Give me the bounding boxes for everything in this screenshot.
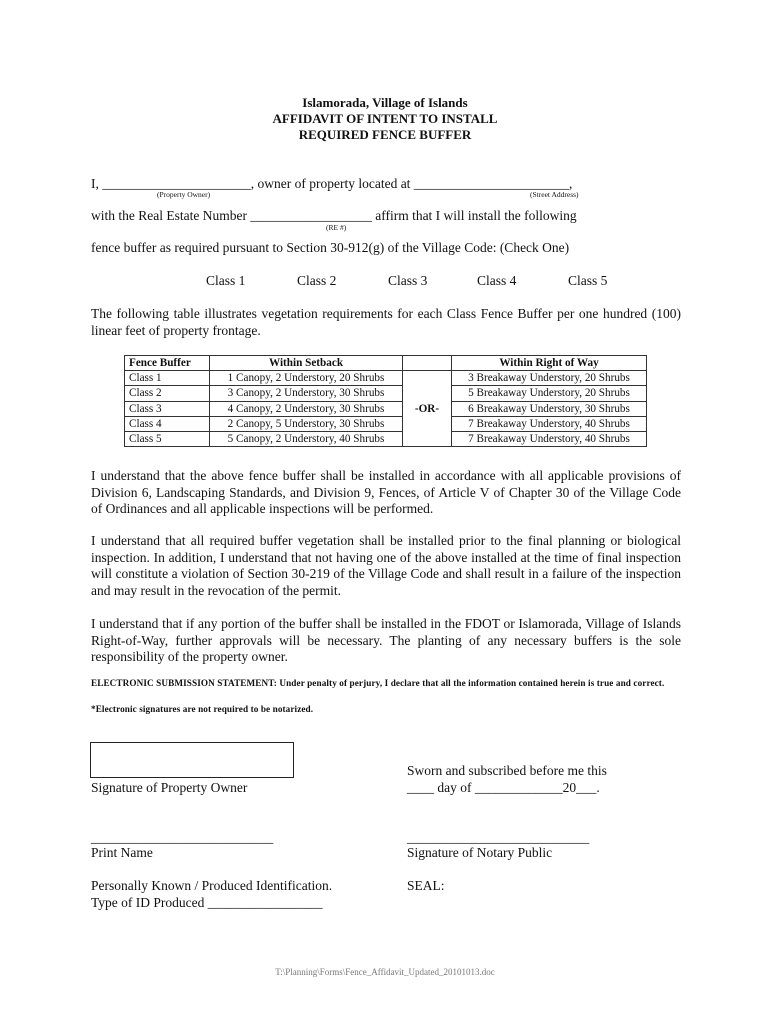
personally-known-line: Personally Known / Produced Identification. [91, 878, 333, 893]
file-path-footer: T:\Planning\Forms\Fence_Affidavit_Updated_20101013.doc [275, 967, 495, 977]
table-row [125, 416, 647, 431]
electronic-submission-statement: ELECTRONIC SUBMISSION STATEMENT: Under penalty of perjury, I declare that all the information contained herein is true and correct. [91, 678, 665, 688]
sworn-line-1: Sworn and subscribed before me this [407, 763, 607, 778]
electronic-signature-note: *Electronic signatures are not required to be notarized. [91, 704, 314, 714]
row-setback: 2 Canopy, 5 Understory, 30 Shrubs [210, 416, 403, 431]
row-right-of-way: 7 Breakaway Understory, 40 Shrubs [452, 416, 647, 431]
owner-signature-box[interactable] [90, 742, 294, 778]
title-affidavit: AFFIDAVIT OF INTENT TO INSTALL [272, 111, 498, 126]
print-name-underline[interactable]: ___________________________ [91, 830, 274, 845]
row-class: Class 5 [125, 432, 210, 447]
header-blank [403, 356, 452, 371]
row-class: Class 4 [125, 416, 210, 431]
row-right-of-way: 7 Breakaway Understory, 40 Shrubs [452, 432, 647, 447]
notary-signature-label: Signature of Notary Public [407, 845, 553, 860]
vegetation-requirements-table [124, 355, 647, 447]
row-right-of-way: 6 Breakaway Understory, 30 Shrubs [452, 401, 647, 416]
property-owner-caption: (Property Owner) [157, 190, 211, 199]
row-right-of-way: 5 Breakaway Understory, 20 Shrubs [452, 386, 647, 401]
owner-address-line: I, ______________________, owner of property located at _______________________, [91, 176, 573, 191]
re-number-caption: (RE #) [326, 223, 347, 232]
notary-signature-underline[interactable]: ___________________________ [407, 830, 590, 845]
class-1-option[interactable]: Class 1 [206, 273, 246, 288]
print-name-label: Print Name [91, 845, 153, 860]
owner-signature-label: Signature of Property Owner [91, 780, 248, 795]
header-within-setback: Within Setback [210, 356, 403, 371]
table-intro-paragraph: The following table illustrates vegetation requirements for each Class Fence Buffer per one hundred (100) linear feet of property frontage. [91, 306, 681, 338]
row-setback: 1 Canopy, 2 Understory, 20 Shrubs [210, 371, 403, 386]
table-row [125, 386, 647, 401]
row-setback: 4 Canopy, 2 Understory, 30 Shrubs [210, 401, 403, 416]
real-estate-number-line: with the Real Estate Number __________________ affirm that I will install the following [91, 208, 577, 223]
table-header-row [125, 356, 647, 371]
row-class: Class 3 [125, 401, 210, 416]
installation-paragraph: I understand that the above fence buffer shall be installed in accordance with all applicable provisions of Division 6, Landscaping Standards, and Division 9, Fences, of Article V of Chapter 30 of the Village Code of Ordinances and all applicable inspections will be performed. [91, 468, 681, 517]
table-row [125, 432, 647, 447]
class-5-option[interactable]: Class 5 [568, 273, 608, 288]
street-address-caption: (Street Address) [530, 190, 579, 199]
row-class: Class 2 [125, 386, 210, 401]
header-fence-buffer: Fence Buffer [125, 356, 210, 371]
id-type-line[interactable]: Type of ID Produced _________________ [91, 895, 323, 910]
seal-label: SEAL: [407, 878, 445, 893]
row-class: Class 1 [125, 371, 210, 386]
class-4-option[interactable]: Class 4 [477, 273, 517, 288]
table-row [125, 371, 647, 386]
row-right-of-way: 3 Breakaway Understory, 20 Shrubs [452, 371, 647, 386]
row-setback: 5 Canopy, 2 Understory, 40 Shrubs [210, 432, 403, 447]
sworn-line-2: ____ day of _____________20___. [407, 780, 600, 795]
title-fence-buffer: REQUIRED FENCE BUFFER [298, 127, 472, 142]
right-of-way-paragraph: I understand that if any portion of the buffer shall be installed in the FDOT or Islamorada, Village of Islands Right-of-Way, further approvals will be necessary. The planting of any necessary buffers is the sole responsibility of the property owner. [91, 616, 681, 665]
table-row [125, 401, 647, 416]
section-reference-line: fence buffer as required pursuant to Section 30-912(g) of the Village Code: (Check One) [91, 240, 570, 255]
or-separator: -OR- [403, 371, 452, 447]
class-3-option[interactable]: Class 3 [388, 273, 428, 288]
row-setback: 3 Canopy, 2 Understory, 30 Shrubs [210, 386, 403, 401]
header-within-right-of-way: Within Right of Way [452, 356, 647, 371]
inspection-paragraph: I understand that all required buffer vegetation shall be installed prior to the final planning or biological inspection. In addition, I understand that not having one of the above installed at the time of final inspection will constitute a violation of Section 30-219 of the Village Code and shall result in a failure of the inspection and may result in the revocation of the permit. [91, 533, 681, 598]
class-2-option[interactable]: Class 2 [297, 273, 337, 288]
title-municipality: Islamorada, Village of Islands [302, 95, 468, 110]
